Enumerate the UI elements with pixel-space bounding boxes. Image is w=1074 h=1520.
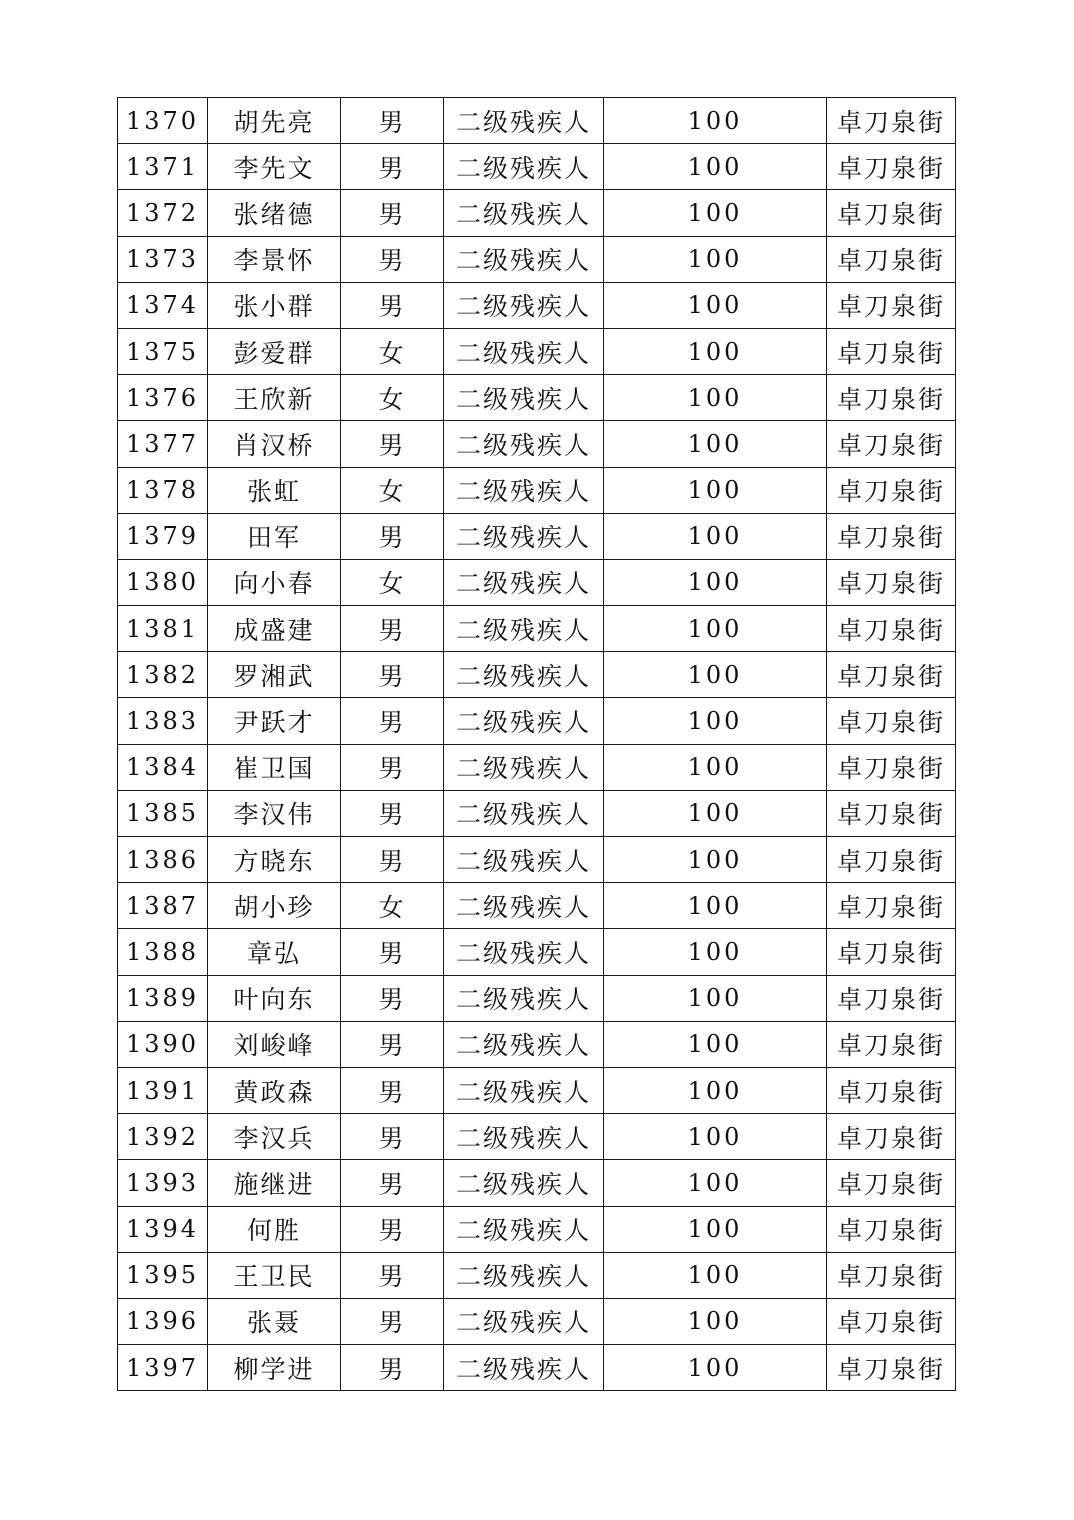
cell-name: 施继进 (208, 1160, 341, 1206)
cell-disability-level: 二级残疾人 (444, 975, 604, 1021)
cell-street: 卓刀泉街 (827, 652, 956, 698)
table-row (118, 975, 956, 1021)
cell-disability-level: 二级残疾人 (444, 559, 604, 605)
cell-amount: 100 (604, 1021, 827, 1067)
cell-disability-level: 二级残疾人 (444, 282, 604, 328)
cell-name: 田军 (208, 513, 341, 559)
cell-street: 卓刀泉街 (827, 559, 956, 605)
cell-gender: 女 (341, 883, 444, 929)
cell-amount: 100 (604, 975, 827, 1021)
table-row (118, 1298, 956, 1344)
cell-disability-level: 二级残疾人 (444, 929, 604, 975)
cell-amount: 100 (604, 1206, 827, 1252)
cell-disability-level: 二级残疾人 (444, 744, 604, 790)
cell-name: 张小群 (208, 282, 341, 328)
cell-name: 向小春 (208, 559, 341, 605)
cell-street: 卓刀泉街 (827, 513, 956, 559)
cell-name: 成盛建 (208, 606, 341, 652)
cell-disability-level: 二级残疾人 (444, 190, 604, 236)
cell-serial-number: 1383 (118, 698, 208, 744)
table-row (118, 929, 956, 975)
cell-gender: 男 (341, 144, 444, 190)
cell-street: 卓刀泉街 (827, 883, 956, 929)
cell-street: 卓刀泉街 (827, 1206, 956, 1252)
table-row (118, 1160, 956, 1206)
cell-street: 卓刀泉街 (827, 698, 956, 744)
table-row (118, 1021, 956, 1067)
cell-serial-number: 1377 (118, 421, 208, 467)
cell-gender: 男 (341, 513, 444, 559)
cell-street: 卓刀泉街 (827, 144, 956, 190)
cell-amount: 100 (604, 929, 827, 975)
table-body (118, 98, 956, 1391)
cell-amount: 100 (604, 1114, 827, 1160)
cell-name: 尹跃才 (208, 698, 341, 744)
cell-amount: 100 (604, 236, 827, 282)
cell-gender: 男 (341, 1114, 444, 1160)
cell-street: 卓刀泉街 (827, 421, 956, 467)
cell-disability-level: 二级残疾人 (444, 1160, 604, 1206)
table-row (118, 837, 956, 883)
cell-name: 张绪德 (208, 190, 341, 236)
cell-serial-number: 1385 (118, 790, 208, 836)
cell-serial-number: 1396 (118, 1298, 208, 1344)
cell-amount: 100 (604, 744, 827, 790)
cell-gender: 男 (341, 652, 444, 698)
cell-name: 崔卫国 (208, 744, 341, 790)
cell-serial-number: 1371 (118, 144, 208, 190)
table-row (118, 606, 956, 652)
cell-street: 卓刀泉街 (827, 837, 956, 883)
cell-serial-number: 1384 (118, 744, 208, 790)
cell-name: 彭爱群 (208, 328, 341, 374)
cell-name: 黄政森 (208, 1067, 341, 1113)
cell-amount: 100 (604, 559, 827, 605)
table-row (118, 1206, 956, 1252)
cell-amount: 100 (604, 1345, 827, 1391)
cell-gender: 男 (341, 744, 444, 790)
cell-disability-level: 二级残疾人 (444, 652, 604, 698)
table-row (118, 375, 956, 421)
cell-disability-level: 二级残疾人 (444, 328, 604, 374)
cell-disability-level: 二级残疾人 (444, 513, 604, 559)
cell-serial-number: 1393 (118, 1160, 208, 1206)
table-row (118, 467, 956, 513)
cell-disability-level: 二级残疾人 (444, 375, 604, 421)
table-row (118, 98, 956, 144)
cell-disability-level: 二级残疾人 (444, 98, 604, 144)
cell-street: 卓刀泉街 (827, 1114, 956, 1160)
cell-disability-level: 二级残疾人 (444, 144, 604, 190)
cell-gender: 女 (341, 328, 444, 374)
cell-name: 李景怀 (208, 236, 341, 282)
cell-name: 李汉伟 (208, 790, 341, 836)
cell-street: 卓刀泉街 (827, 929, 956, 975)
cell-street: 卓刀泉街 (827, 190, 956, 236)
cell-street: 卓刀泉街 (827, 98, 956, 144)
table-row (118, 744, 956, 790)
cell-serial-number: 1382 (118, 652, 208, 698)
cell-disability-level: 二级残疾人 (444, 790, 604, 836)
cell-street: 卓刀泉街 (827, 1298, 956, 1344)
cell-gender: 男 (341, 1021, 444, 1067)
cell-gender: 男 (341, 929, 444, 975)
cell-serial-number: 1374 (118, 282, 208, 328)
cell-gender: 男 (341, 606, 444, 652)
cell-street: 卓刀泉街 (827, 236, 956, 282)
cell-serial-number: 1388 (118, 929, 208, 975)
cell-gender: 男 (341, 1206, 444, 1252)
cell-gender: 男 (341, 98, 444, 144)
cell-name: 张聂 (208, 1298, 341, 1344)
cell-amount: 100 (604, 375, 827, 421)
cell-gender: 男 (341, 421, 444, 467)
cell-street: 卓刀泉街 (827, 790, 956, 836)
table-row (118, 144, 956, 190)
cell-street: 卓刀泉街 (827, 1252, 956, 1298)
cell-gender: 男 (341, 190, 444, 236)
cell-disability-level: 二级残疾人 (444, 1114, 604, 1160)
cell-gender: 男 (341, 837, 444, 883)
table-row (118, 421, 956, 467)
cell-disability-level: 二级残疾人 (444, 1252, 604, 1298)
table-row (118, 236, 956, 282)
cell-gender: 女 (341, 559, 444, 605)
cell-amount: 100 (604, 144, 827, 190)
cell-amount: 100 (604, 282, 827, 328)
cell-serial-number: 1378 (118, 467, 208, 513)
cell-gender: 男 (341, 1160, 444, 1206)
cell-gender: 男 (341, 1252, 444, 1298)
table-row (118, 513, 956, 559)
cell-disability-level: 二级残疾人 (444, 1067, 604, 1113)
cell-disability-level: 二级残疾人 (444, 837, 604, 883)
cell-amount: 100 (604, 328, 827, 374)
cell-name: 胡小珍 (208, 883, 341, 929)
table-row (118, 883, 956, 929)
cell-amount: 100 (604, 1252, 827, 1298)
cell-amount: 100 (604, 1067, 827, 1113)
cell-amount: 100 (604, 421, 827, 467)
cell-name: 柳学进 (208, 1345, 341, 1391)
cell-serial-number: 1373 (118, 236, 208, 282)
cell-disability-level: 二级残疾人 (444, 421, 604, 467)
cell-serial-number: 1375 (118, 328, 208, 374)
table-row (118, 698, 956, 744)
cell-gender: 男 (341, 698, 444, 744)
cell-street: 卓刀泉街 (827, 606, 956, 652)
cell-disability-level: 二级残疾人 (444, 1298, 604, 1344)
table-row (118, 328, 956, 374)
table-row (118, 652, 956, 698)
cell-name: 罗湘武 (208, 652, 341, 698)
cell-disability-level: 二级残疾人 (444, 1206, 604, 1252)
cell-name: 肖汉桥 (208, 421, 341, 467)
cell-street: 卓刀泉街 (827, 467, 956, 513)
cell-disability-level: 二级残疾人 (444, 606, 604, 652)
cell-street: 卓刀泉街 (827, 975, 956, 1021)
cell-gender: 男 (341, 236, 444, 282)
cell-serial-number: 1379 (118, 513, 208, 559)
cell-gender: 男 (341, 1298, 444, 1344)
cell-amount: 100 (604, 98, 827, 144)
cell-amount: 100 (604, 513, 827, 559)
cell-amount: 100 (604, 837, 827, 883)
beneficiary-table (117, 97, 956, 1391)
cell-name: 刘峻峰 (208, 1021, 341, 1067)
cell-serial-number: 1380 (118, 559, 208, 605)
cell-serial-number: 1387 (118, 883, 208, 929)
table-row (118, 1114, 956, 1160)
table-row (118, 190, 956, 236)
cell-name: 张虹 (208, 467, 341, 513)
cell-name: 李先文 (208, 144, 341, 190)
cell-serial-number: 1370 (118, 98, 208, 144)
cell-disability-level: 二级残疾人 (444, 236, 604, 282)
cell-amount: 100 (604, 467, 827, 513)
cell-serial-number: 1389 (118, 975, 208, 1021)
cell-amount: 100 (604, 1160, 827, 1206)
table-row (118, 1345, 956, 1391)
cell-disability-level: 二级残疾人 (444, 698, 604, 744)
cell-disability-level: 二级残疾人 (444, 467, 604, 513)
cell-serial-number: 1397 (118, 1345, 208, 1391)
cell-gender: 男 (341, 1345, 444, 1391)
cell-name: 何胜 (208, 1206, 341, 1252)
cell-gender: 女 (341, 375, 444, 421)
cell-gender: 男 (341, 975, 444, 1021)
cell-street: 卓刀泉街 (827, 328, 956, 374)
cell-serial-number: 1391 (118, 1067, 208, 1113)
cell-street: 卓刀泉街 (827, 744, 956, 790)
cell-amount: 100 (604, 652, 827, 698)
cell-name: 王欣新 (208, 375, 341, 421)
cell-gender: 男 (341, 790, 444, 836)
table-row (118, 790, 956, 836)
cell-serial-number: 1386 (118, 837, 208, 883)
cell-name: 胡先亮 (208, 98, 341, 144)
cell-serial-number: 1392 (118, 1114, 208, 1160)
cell-serial-number: 1372 (118, 190, 208, 236)
cell-serial-number: 1376 (118, 375, 208, 421)
cell-street: 卓刀泉街 (827, 282, 956, 328)
cell-serial-number: 1394 (118, 1206, 208, 1252)
cell-amount: 100 (604, 1298, 827, 1344)
cell-amount: 100 (604, 606, 827, 652)
cell-disability-level: 二级残疾人 (444, 1021, 604, 1067)
table-row (118, 559, 956, 605)
cell-disability-level: 二级残疾人 (444, 1345, 604, 1391)
cell-serial-number: 1395 (118, 1252, 208, 1298)
cell-serial-number: 1390 (118, 1021, 208, 1067)
cell-disability-level: 二级残疾人 (444, 883, 604, 929)
cell-name: 叶向东 (208, 975, 341, 1021)
cell-gender: 女 (341, 467, 444, 513)
cell-name: 章弘 (208, 929, 341, 975)
cell-amount: 100 (604, 190, 827, 236)
cell-name: 王卫民 (208, 1252, 341, 1298)
cell-gender: 男 (341, 1067, 444, 1113)
cell-name: 李汉兵 (208, 1114, 341, 1160)
cell-amount: 100 (604, 883, 827, 929)
cell-street: 卓刀泉街 (827, 1021, 956, 1067)
table-row (118, 1252, 956, 1298)
cell-serial-number: 1381 (118, 606, 208, 652)
cell-amount: 100 (604, 698, 827, 744)
cell-street: 卓刀泉街 (827, 1160, 956, 1206)
cell-gender: 男 (341, 282, 444, 328)
cell-name: 方晓东 (208, 837, 341, 883)
cell-amount: 100 (604, 790, 827, 836)
cell-street: 卓刀泉街 (827, 1067, 956, 1113)
table-row (118, 1067, 956, 1113)
cell-street: 卓刀泉街 (827, 375, 956, 421)
cell-street: 卓刀泉街 (827, 1345, 956, 1391)
table-row (118, 282, 956, 328)
